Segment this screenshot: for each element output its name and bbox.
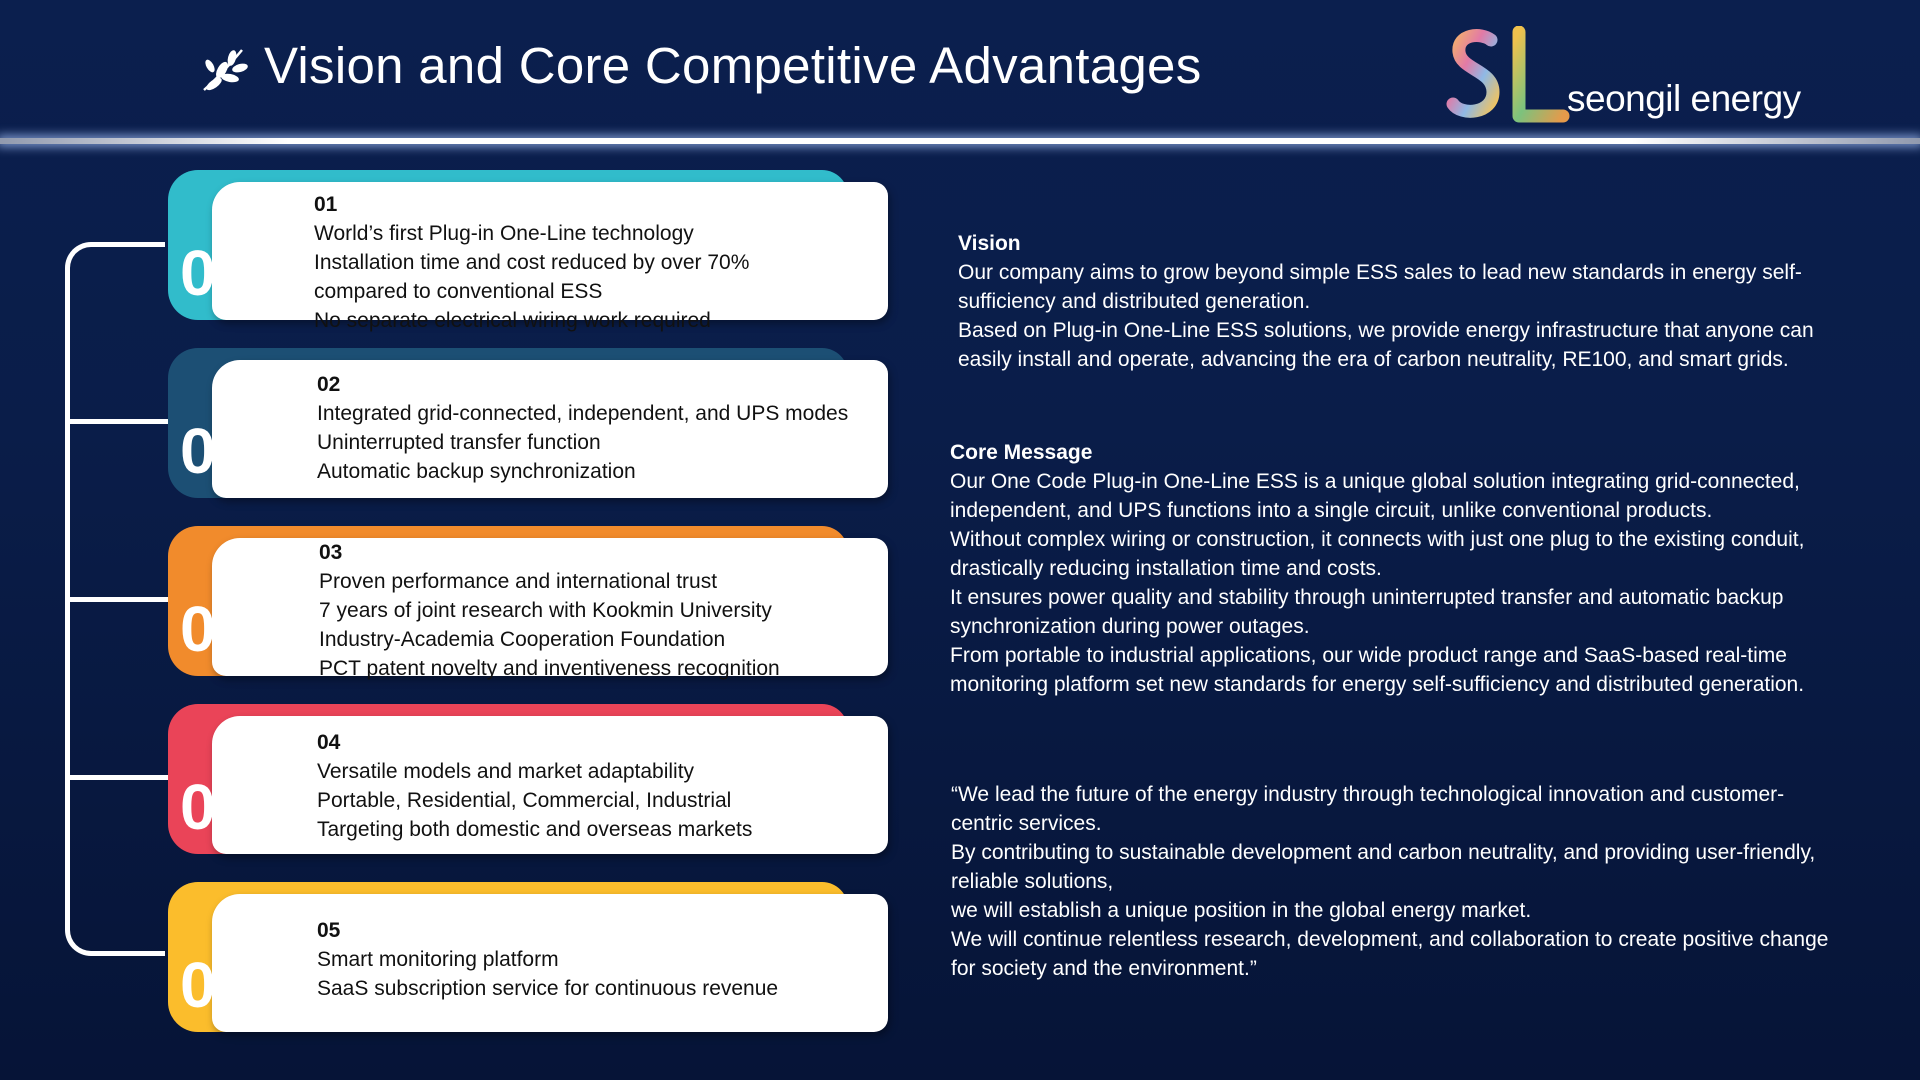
quote-line: we will establish a unique position in the global energy market.	[951, 899, 1532, 922]
core-message-line: independent, and UPS functions into a single circuit, unlike conventional products.	[950, 499, 1713, 522]
item-heading: 03	[319, 541, 343, 564]
quote-line: for society and the environment.”	[951, 957, 1257, 980]
item-text	[317, 370, 848, 486]
quote-line: “We lead the future of the energy industry through technological innovation and customer-	[951, 783, 1785, 806]
item-line: PCT patent novelty and inventiveness recognition	[319, 657, 780, 680]
quote-section	[951, 780, 1828, 983]
quote-line: By contributing to sustainable development and carbon neutrality, and providing user-friendly,	[951, 841, 1816, 864]
item-line: World’s first Plug-in One-Line technology	[314, 222, 694, 245]
item-line: Proven performance and international trust	[319, 570, 718, 593]
header	[0, 0, 1920, 140]
item-line: Uninterrupted transfer function	[317, 431, 601, 454]
advantage-item-03	[168, 526, 888, 680]
item-line: Integrated grid-connected, independent, and UPS modes	[317, 402, 849, 425]
item-line: compared to conventional ESS	[314, 280, 603, 303]
advantage-item-01	[168, 170, 888, 332]
vision-line: Based on Plug-in One-Line ESS solutions, we provide energy infrastructure that anyone can	[958, 319, 1814, 342]
item-line: Targeting both domestic and overseas markets	[317, 818, 753, 841]
core-message-line: Without complex wiring or construction, it connects with just one plug to the existing conduit,	[950, 528, 1805, 551]
item-line: Smart monitoring platform	[317, 948, 559, 971]
logo-text: seongil energy	[1567, 78, 1801, 119]
core-message-line: Our One Code Plug-in One-Line ESS is a unique global solution integrating grid-connected,	[950, 470, 1800, 493]
item-heading: 04	[317, 731, 341, 754]
page-title: Vision and Core Competitive Advantages	[264, 37, 1202, 94]
item-number: 05	[180, 949, 256, 1021]
logo-mark-icon	[1445, 26, 1570, 126]
advantage-item-04	[168, 704, 888, 854]
quote-line: reliable solutions,	[951, 870, 1114, 893]
item-line: Versatile models and market adaptability	[317, 760, 695, 783]
quote-line: We will continue relentless research, development, and collaboration to create positive change	[951, 928, 1829, 951]
item-text	[319, 538, 780, 683]
item-line: 7 years of joint research with Kookmin University	[319, 599, 772, 622]
core-message-line: From portable to industrial applications, our wide product range and SaaS-based real-time	[950, 644, 1787, 667]
vision-line: sufficiency and distributed generation.	[958, 290, 1311, 313]
advantage-item-05	[168, 882, 888, 1032]
item-line: Installation time and cost reduced by over 70%	[314, 251, 750, 274]
item-heading: 02	[317, 373, 341, 396]
item-heading: 01	[314, 193, 338, 216]
advantage-item-02	[168, 348, 888, 498]
item-line: Industry-Academia Cooperation Foundation	[319, 628, 726, 651]
core-message-heading: Core Message	[950, 441, 1093, 464]
item-line: Portable, Residential, Commercial, Industrial	[317, 789, 732, 812]
item-line: Automatic backup synchronization	[317, 460, 636, 483]
vision-heading: Vision	[958, 232, 1021, 255]
connector-line	[68, 597, 168, 602]
connector-line	[68, 775, 168, 780]
connector-line	[68, 419, 168, 424]
item-number: 03	[180, 593, 256, 665]
item-number: 04	[180, 771, 256, 843]
core-message-line: monitoring platform set new standards for energy self-sufficiency and distributed generation.	[950, 673, 1805, 696]
vision-section	[958, 229, 1814, 374]
header-divider	[0, 138, 1920, 144]
item-heading: 05	[317, 919, 341, 942]
item-number: 01	[180, 237, 256, 309]
item-text	[314, 190, 749, 335]
leaf-icon	[200, 44, 252, 92]
quote-line: centric services.	[951, 812, 1102, 835]
core-message-section	[950, 438, 1804, 699]
item-number: 02	[180, 415, 256, 487]
item-line: No separate electrical wiring work required	[314, 309, 711, 332]
vision-line: Our company aims to grow beyond simple ESS sales to lead new standards in energy self-	[958, 261, 1802, 284]
core-message-line: drastically reducing installation time and costs.	[950, 557, 1382, 580]
vision-line: easily install and operate, advancing the era of carbon neutrality, RE100, and smart grids.	[958, 348, 1789, 371]
item-text	[317, 728, 752, 844]
company-logo	[1445, 26, 1801, 126]
core-message-line: It ensures power quality and stability through uninterrupted transfer and automatic backup	[950, 586, 1784, 609]
core-message-line: synchronization during power outages.	[950, 615, 1310, 638]
item-text	[317, 916, 778, 1003]
item-line: SaaS subscription service for continuous revenue	[317, 977, 779, 1000]
